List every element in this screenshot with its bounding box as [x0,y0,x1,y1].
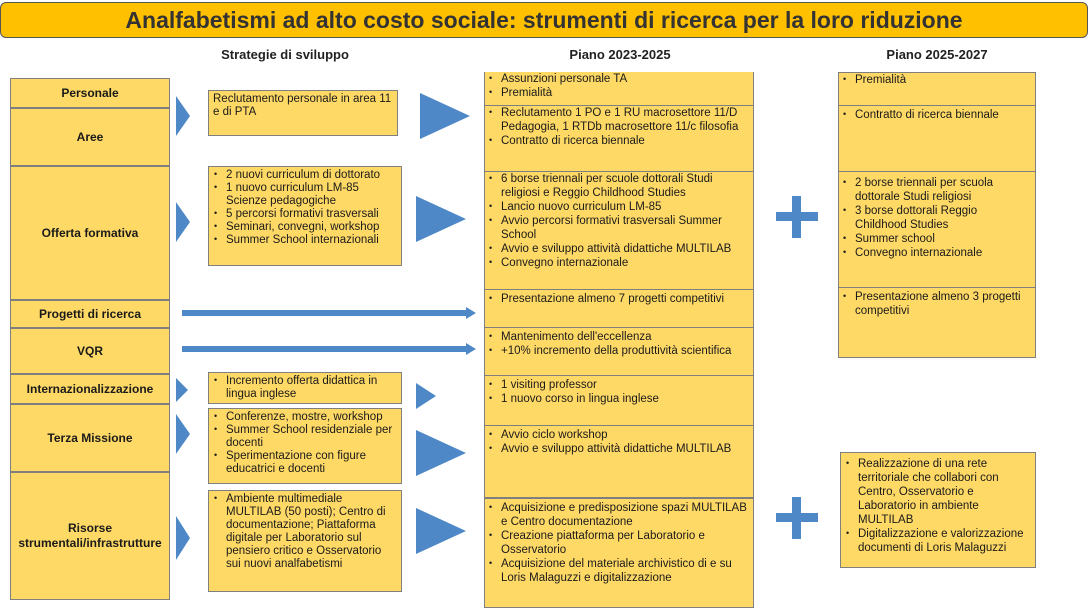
arrow-risorse [176,516,190,560]
strategia-internaz [208,372,402,404]
header-piano-2025-2027: Piano 2025-2027 [886,47,988,62]
arrow-vqr-head [466,343,476,355]
plus-icon [776,196,818,238]
list-item: • Assunzioni personale TA [501,72,750,86]
strategia-risorse [208,490,402,592]
list-item: • Acquisizione e predisposizione spazi MULTILAB e Centro documentazione [501,501,750,529]
list-item: • 2 nuovi curriculum di dottorato [226,169,397,182]
arrow-progetti-head [466,307,476,319]
list-item: • 3 borse dottorali Reggio Childhood Studies [855,204,1032,232]
strategia-terza-list [213,411,397,476]
arrow-vqr-line [182,346,466,352]
plus-icon [776,497,818,539]
piano1-risorse [484,498,754,608]
list-item: • Realizzazione di una rete territoriale che collabori con Centro, Osservatorio e Laboratorio in ambiente MULTILAB [858,457,1031,527]
list-item: • +10% incremento della produttività scientifica [501,344,750,358]
list-item: • Acquisizione del materiale archivistico di e su Loris Malaguzzi e digitalizzazione [501,557,750,585]
list-item: • Presentazione almeno 3 progetti competitivi [855,290,1032,318]
strategia-offerta [208,166,402,266]
list-item: • Creazione piattaforma per Laboratorio e Osservatorio [501,529,750,557]
strategia-terza [208,408,402,484]
arrow-terza [176,414,190,454]
piano2-risorse [840,452,1036,568]
category-progetti-di-ricerca: Progetti di ricerca [10,300,170,328]
strategia-internaz-list [213,375,397,401]
header-strategie: Strategie di sviluppo [221,47,349,62]
piano1-vqr [484,328,754,376]
arrow-to-piano-terza [416,430,466,476]
list-item: • Reclutamento 1 PO e 1 RU macrosettore 11/D Pedagogia, 1 RTDb macrosettore 11/c filosofia [501,106,750,134]
arrow-to-piano-offerta [416,196,466,242]
list-item: • Premialità [501,86,750,100]
piano2-personale [838,72,1036,106]
list-item: • Summer School residenziale per docenti [226,424,397,450]
piano1-aree [484,106,754,172]
list-item: • Avvio e sviluppo attività didattiche MULTILAB [501,242,750,256]
list-item: • Contratto di ricerca biennale [855,108,1032,122]
list-item: • Premialità [855,73,1032,87]
piano2-progetti [838,288,1036,358]
list-item: • 5 percorsi formativi trasversali [226,208,397,221]
list-item: • Convegno internazionale [501,256,750,270]
list-item: • Summer school [855,232,1032,246]
arrow-offerta [176,202,190,242]
list-item: • 6 borse triennali per scuole dottorali Studi religiosi e Reggio Childhood Studies [501,172,750,200]
list-item: • Mantenimento dell'eccellenza [501,330,750,344]
category-risorse: Risorse strumentali/infrastrutture [10,472,170,600]
piano1-offerta [484,172,754,290]
list-item: • 1 nuovo corso in lingua inglese [501,392,750,406]
list-item: • Incremento offerta didattica in lingua inglese [226,375,397,401]
arrow-personale [176,96,190,136]
arrow-progetti-line [182,310,466,316]
piano1-internaz [484,376,754,426]
list-item: • 1 visiting professor [501,378,750,392]
category-vqr: VQR [10,328,170,374]
header-piano-2023-2025: Piano 2023-2025 [569,47,671,62]
piano1-terza [484,426,754,498]
list-item: • Avvio percorsi formativi trasversali Summer School [501,214,750,242]
list-item: • Digitalizzazione e valorizzazione documenti di Loris Malaguzzi [858,527,1031,555]
list-item: • Seminari, convegni, workshop [226,221,397,234]
list-item: • 2 borse triennali per scuola dottorale Studi religiosi [855,176,1032,204]
list-item: • 1 nuovo curriculum LM-85 Scienze pedagogiche [226,182,397,208]
list-item: • Lancio nuovo curriculum LM-85 [501,200,750,214]
category-personale: Personale [10,78,170,108]
list-item: • Convegno internazionale [855,246,1032,260]
category-aree: Aree [10,108,170,166]
arrow-to-piano-internaz [416,383,436,409]
strategia-personale: Reclutamento personale in area 11 e di PTA [208,90,398,136]
list-item: • Avvio ciclo workshop [501,428,750,442]
piano2-offerta [838,172,1036,288]
piano1-progetti [484,290,754,328]
list-item: • Ambiente multimediale MULTILAB (50 posti); Centro di documentazione; Piattaforma digitale per Laboratorio sul pensiero critico e Osservatorio sui nuovi analfabetismi [226,493,397,571]
list-item: • Sperimentazione con figure educatrici e docenti [226,450,397,476]
arrow-to-piano-risorse [416,508,466,554]
category-offerta-formativa: Offerta formativa [10,166,170,300]
strategia-offerta-list [213,169,397,247]
category-terza-missione: Terza Missione [10,404,170,472]
category-internazionalizzazione: Internazionalizzazione [10,374,170,404]
arrow-internaz [176,378,188,402]
strategia-risorse-list [213,493,397,571]
list-item: • Conferenze, mostre, workshop [226,411,397,424]
list-item: • Avvio e sviluppo attività didattiche MULTILAB [501,442,750,456]
list-item: • Summer School internazionali [226,234,397,247]
piano1-personale [484,72,754,106]
piano2-aree [838,106,1036,172]
list-item: • Contratto di ricerca biennale [501,134,750,148]
arrow-to-piano-personale [420,93,470,139]
page-title: Analfabetismi ad alto costo sociale: strumenti di ricerca per la loro riduzione [0,2,1088,38]
list-item: • Presentazione almeno 7 progetti competitivi [501,292,750,306]
